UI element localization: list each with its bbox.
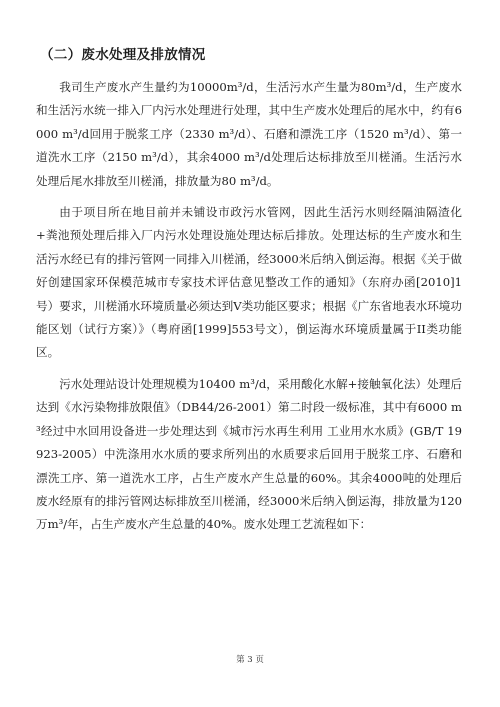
document-body (36, 76, 462, 545)
paragraph: 我司生产废水产生量约为10000m³/d，生活污水产生量为80m³/d，生产废水和生活污水统一排入厂内污水处理进行处理，其中生产废水处理后的尾水中，约有6000 m³/d回用于脱浆工序（2330 m³/d）、石磨和漂洗工序（1520 m³/d）、第一道洗水工序（2150 m³/d），其余4000 m³/d处理后达标排放至川槎涌。生活污水处理后尾水排放至川槎涌，排放量为80 m³/d。 (36, 80, 462, 188)
paragraph: 污水处理站设计处理规模为10400 m³/d，采用酸化水解+接触氧化法）处理后达到《水污染物排放限值》（DB44/26-2001）第二时段一级标准，其中有6000 m³经过中水回用设备进一步处理达到《城市污水再生利用 工业用水水质》(GB/T 19923-2005）中洗涤用水水质的要求所列出的水质要求后回用于脱浆工序、石磨和漂洗工序、第一道洗水工序，占生产废水产生总量的60%。其余4000吨的处理后废水经原有的排污管网达标排放至川槎涌，经3000米后纳入倒运海，排放量为120万m³/年，占生产废水产生总量的40%。废水处理工艺流程如下： (36, 376, 462, 532)
paragraph: 由于项目所在地目前并未铺设市政污水管网，因此生活污水则经隔油隔渣化+粪池预处理后排入厂内污水处理设施处理达标后排放。处理达标的生产废水和生活污水经已有的排污管网一同排入川槎涌，经3000米后纳入倒运海。根据《关于做好创建国家环保模范城市专家技术评估意见整改工作的通知》（东府办函[2010]1号）要求，川槎涌水环境质量必须达到V类功能区要求；根据《广东省地表水环境功能区划（试行方案）》（粤府函[1999]553号文），倒运海水环境质量属于II类功能区。 (36, 205, 462, 360)
section-heading: （二）废水处理及排放情况 (40, 47, 206, 63)
page-number: 第 3 页 (236, 655, 264, 665)
